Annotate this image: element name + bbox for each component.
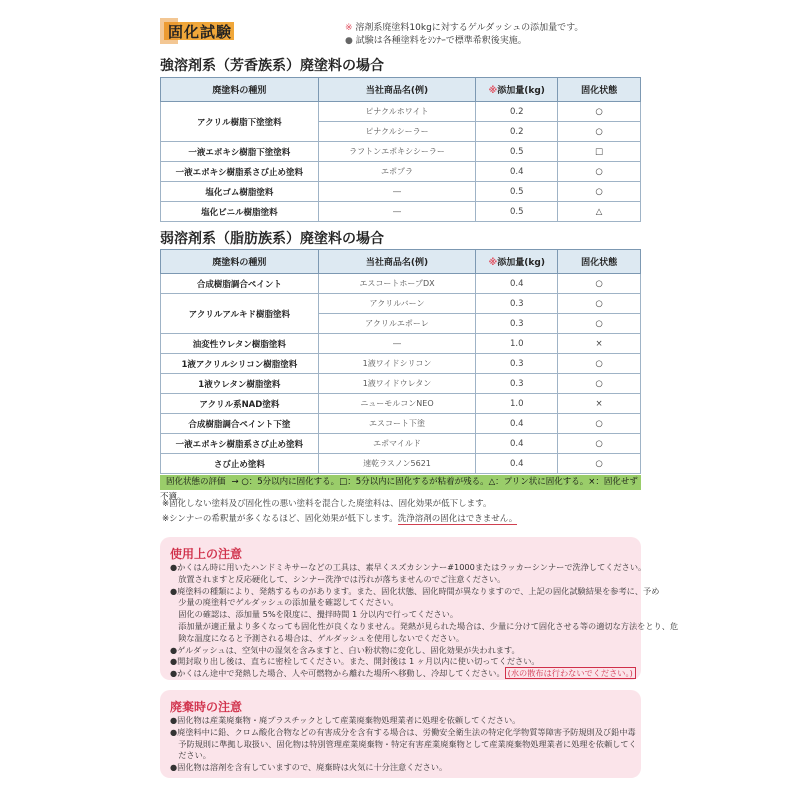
col-header-type: 廃塗料の種別: [161, 250, 319, 274]
table2-title: 弱溶剤系（脂肪族系）廃塗料の場合: [160, 231, 384, 247]
table-row: さび止め塗料 速乾ラスノン5621 0.4 ○: [161, 454, 641, 474]
table-row: 1液ウレタン樹脂塗料 1液ワイドウレタン 0.3 ○: [161, 374, 641, 394]
col-header-product: 当社商品名(例): [318, 250, 476, 274]
table1-title: 強溶剤系（芳香族系）廃塗料の場合: [160, 58, 384, 74]
table-header-row: [161, 78, 641, 102]
list-item: ●開封取り出し後は、直ちに密栓してください。また、開封後は 1 ヶ月以内に使い切ってください。: [170, 656, 540, 667]
col-header-product: 当社商品名(例): [318, 78, 476, 102]
list-item: 固化の確認は、添加量 5%を限度に、攪拌時間 1 分以内で行ってください。: [170, 609, 459, 620]
table-row: ピナクルシーラー 0.2 ○: [161, 122, 641, 142]
list-item: ●固化物は産業廃棄物・廃プラスチックとして産業廃棄物処理業者に処理を依頼してください。: [170, 715, 521, 725]
usage-caution-title: 使用上の注意: [170, 547, 243, 561]
col-header-amount: ※添加量(kg): [476, 250, 558, 274]
col-header-state: 固化状態: [558, 250, 641, 274]
list-item: ●ゲルダッシュは、空気中の湿気を含みますと、白い粉状物に変化し、固化効果が失われます。: [170, 644, 520, 655]
disposal-caution-box: [160, 690, 641, 778]
usage-caution-box: [160, 537, 679, 680]
list-item: ●かくはん途中で発熱した場合、人や可燃物から離れた場所へ移動し、冷却してください。 (水の散布は行わないでください。): [170, 668, 635, 680]
list-item: 放置されますと反応硬化して、シンナー洗浄では汚れが落ちませんのでご注意ください。: [170, 573, 506, 584]
list-item: 険な温度になると予測される場合は、ゲルダッシュを使用しないでください。: [170, 632, 465, 643]
table-row: 塩化ビニル樹脂塗料 ― 0.5 △: [161, 202, 641, 222]
weak-solvent-table: [160, 249, 641, 474]
table-row: 一液エポキシ樹脂下塗塗料 ラフトンエポキシシーラー 0.5 □: [161, 142, 641, 162]
col-header-amount: ※添加量(kg): [476, 78, 558, 102]
list-item: ださい。: [170, 750, 211, 761]
usage-caution-list: [170, 562, 679, 680]
table-row: 一液エポキシ樹脂系さび止め塗料 エポプラ 0.4 ○: [161, 162, 641, 182]
page-title: 固化試験: [168, 23, 233, 41]
evaluation-text: → ○：5分以内に固化する。□：5分以内に固化するが粘着が残る。△：プリン状に固化する。×：固化せず不適。: [160, 477, 638, 502]
test-notes: [345, 22, 583, 48]
table-row: 1液アクリルシリコン樹脂塗料 1液ワイドシリコン 0.3 ○: [161, 354, 641, 374]
efficacy-notes: [162, 497, 517, 527]
table-row: 油変性ウレタン樹脂塗料 ― 1.0 ×: [161, 334, 641, 354]
col-header-state: 固化状態: [558, 78, 641, 102]
col-header-type: 廃塗料の種別: [161, 78, 319, 102]
disposal-caution-title: 廃棄時の注意: [170, 700, 243, 714]
evaluation-legend: [160, 475, 641, 502]
table-header-row: [161, 250, 641, 274]
list-item: ●固化物は溶剤を含有していますので、廃棄時は火気に十分注意ください。: [170, 762, 448, 773]
section-heading-tab: [160, 18, 242, 44]
table-row: アクリルエポーレ 0.3 ○: [161, 314, 641, 334]
table-row: アクリルアルキド樹脂塗料 アクリルバーン 0.3 ○: [161, 294, 641, 314]
table-row: 合成樹脂調合ペイント エスコートホープDX 0.4 ○: [161, 274, 641, 294]
table-row: アクリル系NAD塗料 ニューモルコンNEO 1.0 ×: [161, 394, 641, 414]
evaluation-label: 固化状態の評価: [166, 477, 226, 487]
disposal-caution-list: [170, 715, 635, 774]
table-row: アクリル樹脂下塗塗料 ピナクルホワイト 0.2 ○: [161, 102, 641, 122]
list-item: ●かくはん時に用いたハンドミキサーなどの工具は、素早くスズカシンナー#1000またはラッカーシンナーで洗浄してください。: [170, 562, 647, 572]
test-note-1: ※ 溶剤系廃塗料10kgに対するゲルダッシュの添加量です。: [345, 23, 584, 33]
list-item: ●廃塗料の種類により、発熱するものがあります。また、固化状態、固化時間が異なりますので、上記の固化試験結果を参考に、予め: [170, 585, 660, 596]
table-row: 一液エポキシ樹脂系さび止め塗料 エポマイルド 0.4 ○: [161, 434, 641, 454]
table-row: 合成樹脂調合ペイント下塗 エスコート下塗 0.4 ○: [161, 414, 641, 434]
list-item: 添加量が適正量より多くなっても固化性が良くなりません。発熱が見られた場合は、少量に分けて固化させる等の適切な方法をとり、危: [170, 620, 679, 631]
list-item: ●廃塗料中に鉛、クロム酸化合物などの有害成分を含有する場合は、労働安全衛生法の特定化学物質等障害予防規則及び鉛中毒: [170, 726, 636, 737]
list-item: 少量の廃塗料でゲルダッシュの添加量を確認してください。: [170, 597, 399, 608]
test-note-2: ● 試験は各種塗料をｼﾝﾅｰで標準希釈後実施。: [345, 36, 527, 46]
strong-solvent-table: [160, 77, 641, 222]
efficacy-note-1: ※固化しない塗料及び固化性の悪い塗料を混合した廃塗料は、固化効果が低下します。: [162, 499, 492, 509]
efficacy-note-2: ※シンナーの希釈量が多くなるほど、固化効果が低下します。洗浄溶剤の固化はできません。: [162, 514, 518, 524]
list-item: 予防規則に準拠し取扱い、固化物は特別管理産業廃棄物・特定有害産業廃棄物として産業廃棄物処理業者に処理を依頼してく: [170, 738, 637, 749]
table-row: 塩化ゴム樹脂塗料 ― 0.5 ○: [161, 182, 641, 202]
